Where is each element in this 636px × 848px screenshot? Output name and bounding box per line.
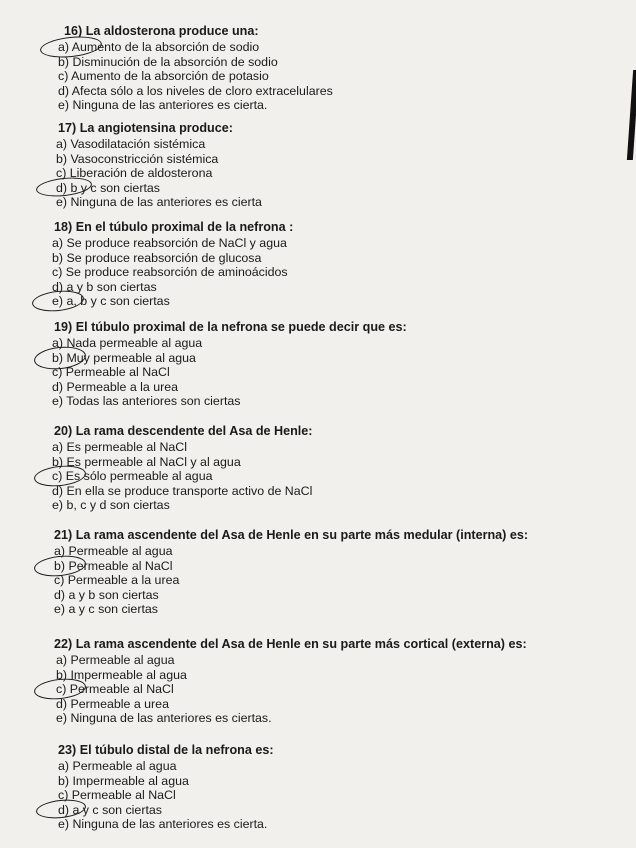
question-title: 23) El túbulo distal de la nefrona es: <box>58 743 274 757</box>
answer-option: d) a y b son ciertas <box>54 587 159 602</box>
answer-option: c) Liberación de aldosterona <box>56 166 213 181</box>
question-title: 21) La rama ascendente del Asa de Henle en su parte más medular (interna) es: <box>54 528 529 542</box>
answer-option: d) b y c son ciertas <box>56 180 160 195</box>
answer-option: a) Nada permeable al agua <box>52 336 203 350</box>
answer-option: d) Permeable a urea <box>56 696 169 711</box>
answer-option: b) Permeable al NaCl <box>54 558 173 573</box>
answer-option: a) Permeable al agua <box>56 653 175 667</box>
answer-option: c) Permeable a la urea <box>54 573 180 588</box>
answer-option: a) Permeable al agua <box>58 759 177 773</box>
answer-option: b) Es permeable al NaCl y al agua <box>52 454 241 469</box>
answer-option: b) Disminución de la absorción de sodio <box>58 54 278 69</box>
answer-option: c) Es sólo permeable al agua <box>52 469 213 484</box>
answer-option: c) Permeable al NaCl <box>52 365 170 380</box>
answer-option: c) Permeable al NaCl <box>56 682 174 697</box>
answer-option: a) Se produce reabsorción de NaCl y agua <box>52 236 287 250</box>
answer-option: d) En ella se produce transporte activo de NaCl <box>52 483 313 498</box>
answer-option: c) Se produce reabsorción de aminoácidos <box>52 265 288 280</box>
answer-option: e) Ninguna de las anteriores es ciertas. <box>56 711 272 726</box>
answer-option: b) Se produce reabsorción de glucosa <box>52 250 262 265</box>
answer-option: d) a y b son ciertas <box>52 279 157 294</box>
question-title: 19) El túbulo proximal de la nefrona se puede decir que es: <box>54 320 407 334</box>
answer-option: d) Permeable a la urea <box>52 379 179 394</box>
answer-option: a) Es permeable al NaCl <box>52 440 187 454</box>
answer-option: e) a y c son ciertas <box>54 602 158 617</box>
answer-option: d) Afecta sólo a los niveles de cloro extracelulares <box>58 83 333 98</box>
answer-option: e) Ninguna de las anteriores es cierta <box>56 195 262 210</box>
answer-option: e) b, c y d son ciertas <box>52 498 170 513</box>
answer-option: b) Vasoconstricción sistémica <box>56 151 219 166</box>
question-title: 17) La angiotensina produce: <box>58 121 233 135</box>
answer-option: d) a y c son ciertas <box>58 802 162 817</box>
answer-option: a) Aumento de la absorción de sodio <box>58 40 260 54</box>
answer-option: b) Muy permeable al agua <box>52 350 196 365</box>
answer-option: a) Vasodilatación sistémica <box>56 137 206 151</box>
answer-option: e) Ninguna de las anteriores es cierta. <box>58 817 268 832</box>
question-title: 22) La rama ascendente del Asa de Henle en su parte más cortical (externa) es: <box>54 637 527 651</box>
answer-option: e) a, b y c son ciertas <box>52 294 170 309</box>
question-title: 20) La rama descendente del Asa de Henle: <box>54 424 313 438</box>
answer-option: b) Impermeable al agua <box>58 773 189 788</box>
answer-option: c) Aumento de la absorción de potasio <box>58 69 269 84</box>
answer-option: b) Impermeable al agua <box>56 667 187 682</box>
answer-option: e) Ninguna de las anteriores es cierta. <box>58 98 268 113</box>
answer-option: c) Permeable al NaCl <box>58 788 176 803</box>
question-title: 16) La aldosterona produce una: <box>64 24 259 38</box>
question-title: 18) En el túbulo proximal de la nefrona : <box>54 220 294 234</box>
hand-drawn-answer-circle <box>31 289 85 314</box>
answer-option: a) Permeable al agua <box>54 544 173 558</box>
answer-option: e) Todas las anteriores son ciertas <box>52 394 241 409</box>
page-edge-shadow <box>627 70 636 160</box>
